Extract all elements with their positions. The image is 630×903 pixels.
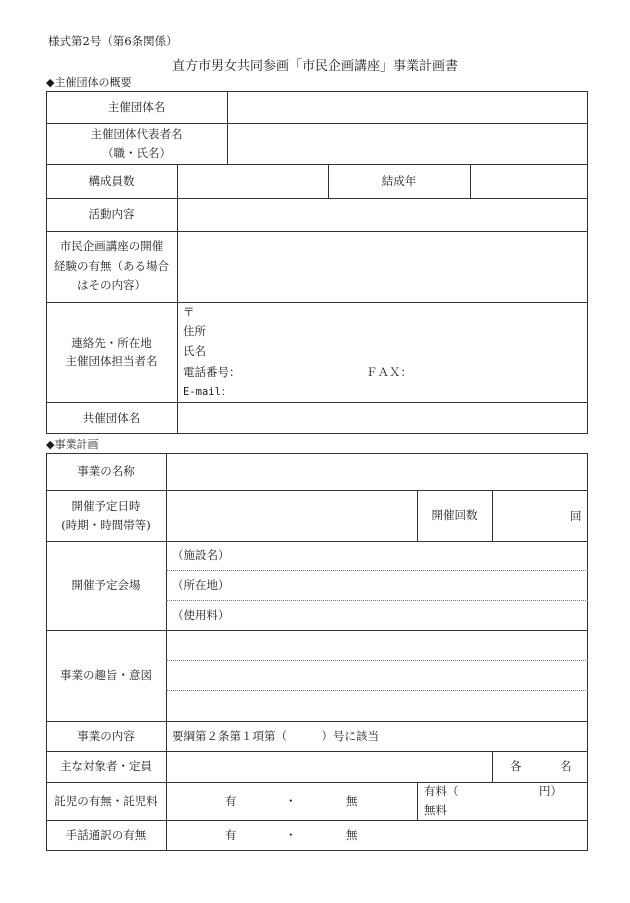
org-name-field[interactable] [227, 91, 588, 123]
experience-label-line3: はその内容） [77, 278, 146, 293]
content-label: 事業の内容 [77, 728, 135, 743]
contact-label [46, 302, 177, 402]
paid-text: 有料（ 円） [424, 784, 562, 798]
contact-label-line1: 連絡先・所在地 [71, 335, 152, 350]
representative-field[interactable] [227, 123, 588, 164]
sessions-unit: 回 [570, 509, 582, 523]
venue-label: 開催予定会場 [71, 578, 141, 593]
capacity-unit: 名 [560, 759, 572, 773]
founded-label: 結成年 [381, 173, 417, 188]
purpose-field[interactable] [166, 630, 588, 721]
founded-field[interactable] [470, 164, 588, 198]
postal-mark: 〒 [183, 305, 195, 319]
co-host-field[interactable] [177, 402, 588, 434]
section-heading-organization: ◆主催団体の概要 [46, 76, 132, 89]
representative-label-line2: （職・氏名） [102, 145, 171, 160]
form-number: 様式第2号（第6条関係） [48, 34, 178, 48]
childcare-no[interactable]: 無 [346, 794, 358, 808]
schedule-field[interactable] [166, 490, 417, 541]
co-host-label: 共催団体名 [82, 410, 141, 425]
sign-no[interactable]: 無 [346, 828, 358, 842]
contact-label-line2: 主催団体担当者名 [65, 354, 158, 368]
members-field[interactable] [177, 164, 328, 198]
purpose-label: 事業の趣旨・意図 [60, 668, 152, 683]
sign-yes[interactable]: 有 [225, 828, 237, 842]
activities-label: 活動内容 [88, 207, 135, 222]
email-label: E-mail： [183, 386, 232, 398]
content-text: 要綱第２条第１項第（ ）号に該当 [172, 729, 379, 743]
org-name-label: 主催団体名 [107, 99, 166, 114]
experience-label-line2: 経験の有無（ある場合 [54, 258, 169, 273]
sign-language-label: 手話通訳の有無 [65, 828, 147, 843]
childcare-label: 託児の有無・託児料 [54, 793, 158, 808]
free-text: 無料 [424, 803, 447, 817]
facility-label: （施設名） [172, 548, 230, 562]
event-name-label: 事業の名称 [77, 464, 135, 479]
experience-label [46, 231, 177, 302]
target-field[interactable] [166, 751, 492, 782]
childcare-dot: ・ [285, 794, 297, 808]
location-label: （所在地） [172, 578, 230, 592]
document-title: 直方市男女共同参画「市民企画講座」事業計画書 [171, 59, 458, 74]
event-name-field[interactable] [166, 453, 588, 490]
representative-label [46, 123, 227, 164]
representative-label-line1: 主催団体代表者名 [90, 127, 183, 142]
experience-field[interactable] [177, 231, 588, 302]
childcare-yes[interactable]: 有 [225, 794, 237, 808]
section-heading-plan: ◆事業計画 [46, 438, 99, 451]
fax-label: ＦＡＸ： [366, 365, 412, 379]
contact-name-label: 氏名 [183, 344, 206, 358]
activities-field[interactable] [177, 198, 588, 231]
address-label: 住所 [183, 324, 206, 338]
target-label: 主な対象者・定員 [60, 759, 152, 774]
sign-dot: ・ [285, 828, 297, 842]
members-label: 構成員数 [88, 173, 135, 188]
phone-label: 電話番号： [183, 365, 241, 379]
capacity-each: 各 [510, 759, 522, 773]
fee-label: （使用料） [172, 608, 230, 622]
sessions-label: 開催回数 [431, 508, 478, 523]
schedule-label-line2: (時期・時間帯等) [61, 517, 151, 532]
schedule-label-line1: 開催予定日時 [71, 499, 141, 514]
schedule-label [46, 490, 166, 541]
experience-label-line1: 市民企画講座の開催 [59, 239, 164, 254]
